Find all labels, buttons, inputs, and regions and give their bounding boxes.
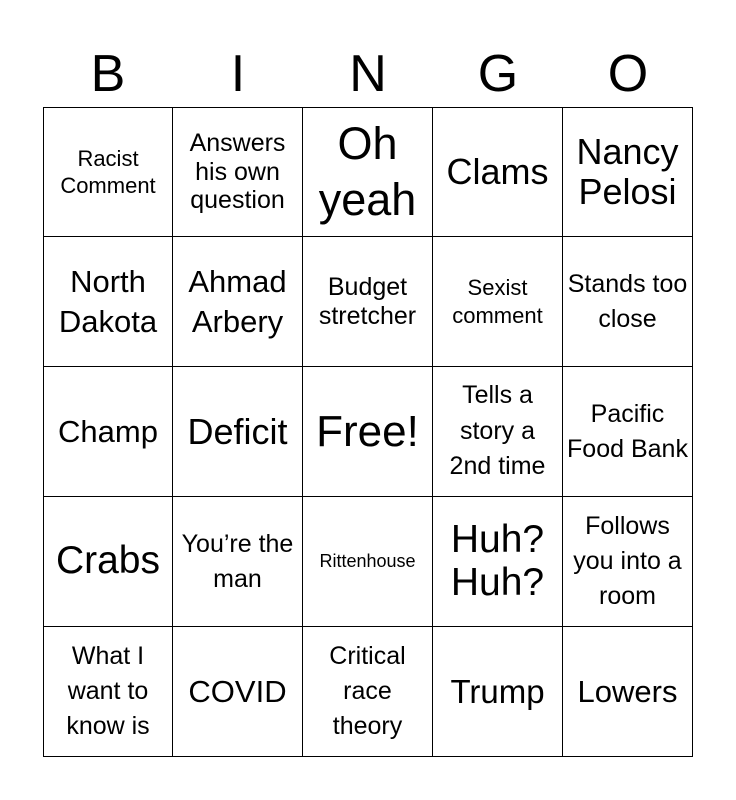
bingo-cell[interactable] [173,237,303,367]
bingo-cell[interactable] [563,367,693,497]
cell-text: Ahmad Arbery [188,263,287,339]
cell-text: Pacific Food Bank [567,399,688,463]
cell-text: Sexist comment [452,275,543,328]
cell-text: Clams [446,151,549,193]
bingo-board [43,107,693,757]
bingo-header [43,40,693,108]
bingo-cell[interactable] [173,627,303,757]
bingo-cell[interactable] [433,497,563,627]
cell-text: You’re the man [181,529,294,593]
cell-text: Answers his own question [189,128,286,215]
bingo-cell[interactable] [303,237,433,367]
bingo-cell[interactable] [303,627,433,757]
cell-text: Free! [316,406,419,456]
cell-text: What I want to know is [66,642,150,740]
header-letter-o: O [607,45,649,103]
bingo-cell[interactable] [563,627,693,757]
cell-text: North Dakota [58,263,158,339]
cell-text: Critical race theory [329,642,406,740]
cell-text: Oh yeah [318,117,417,225]
cell-text: Racist Comment [60,145,156,198]
bingo-cell[interactable] [433,107,563,237]
bingo-cell[interactable] [43,627,173,757]
cell-text: Tells a story a 2nd time [449,381,546,481]
bingo-cell[interactable] [303,367,433,497]
bingo-cell[interactable] [173,497,303,627]
cell-text: Follows you into a room [573,512,682,610]
cell-text: Deficit [187,410,288,452]
cell-text: Champ [58,413,158,449]
bingo-cell[interactable] [303,107,433,237]
cell-text: COVID [188,673,287,709]
header-letter-i: I [230,45,246,103]
cell-text: Nancy Pelosi [576,131,679,212]
bingo-cell[interactable] [43,237,173,367]
cell-text: Crabs [55,539,161,583]
bingo-cell[interactable] [43,367,173,497]
bingo-cell[interactable] [43,497,173,627]
bingo-cell[interactable] [563,237,693,367]
bingo-cell[interactable] [173,107,303,237]
bingo-cell[interactable] [433,367,563,497]
cell-text: Budget stretcher [318,272,417,330]
bingo-cell[interactable] [43,107,173,237]
bingo-cell[interactable] [303,497,433,627]
bingo-cell[interactable] [173,367,303,497]
cell-text: Trump [450,672,545,710]
cell-text: Huh? Huh? [450,517,545,604]
bingo-cell[interactable] [433,237,563,367]
header-letter-g: G [477,45,519,103]
bingo-cell[interactable] [433,627,563,757]
bingo-cell[interactable] [563,107,693,237]
cell-text: Rittenhouse [319,550,416,571]
cell-text: Lowers [577,673,678,709]
header-letter-n: N [349,45,387,103]
bingo-cell[interactable] [563,497,693,627]
header-letter-b: B [90,45,126,103]
cell-text: Stands too close [567,269,688,333]
